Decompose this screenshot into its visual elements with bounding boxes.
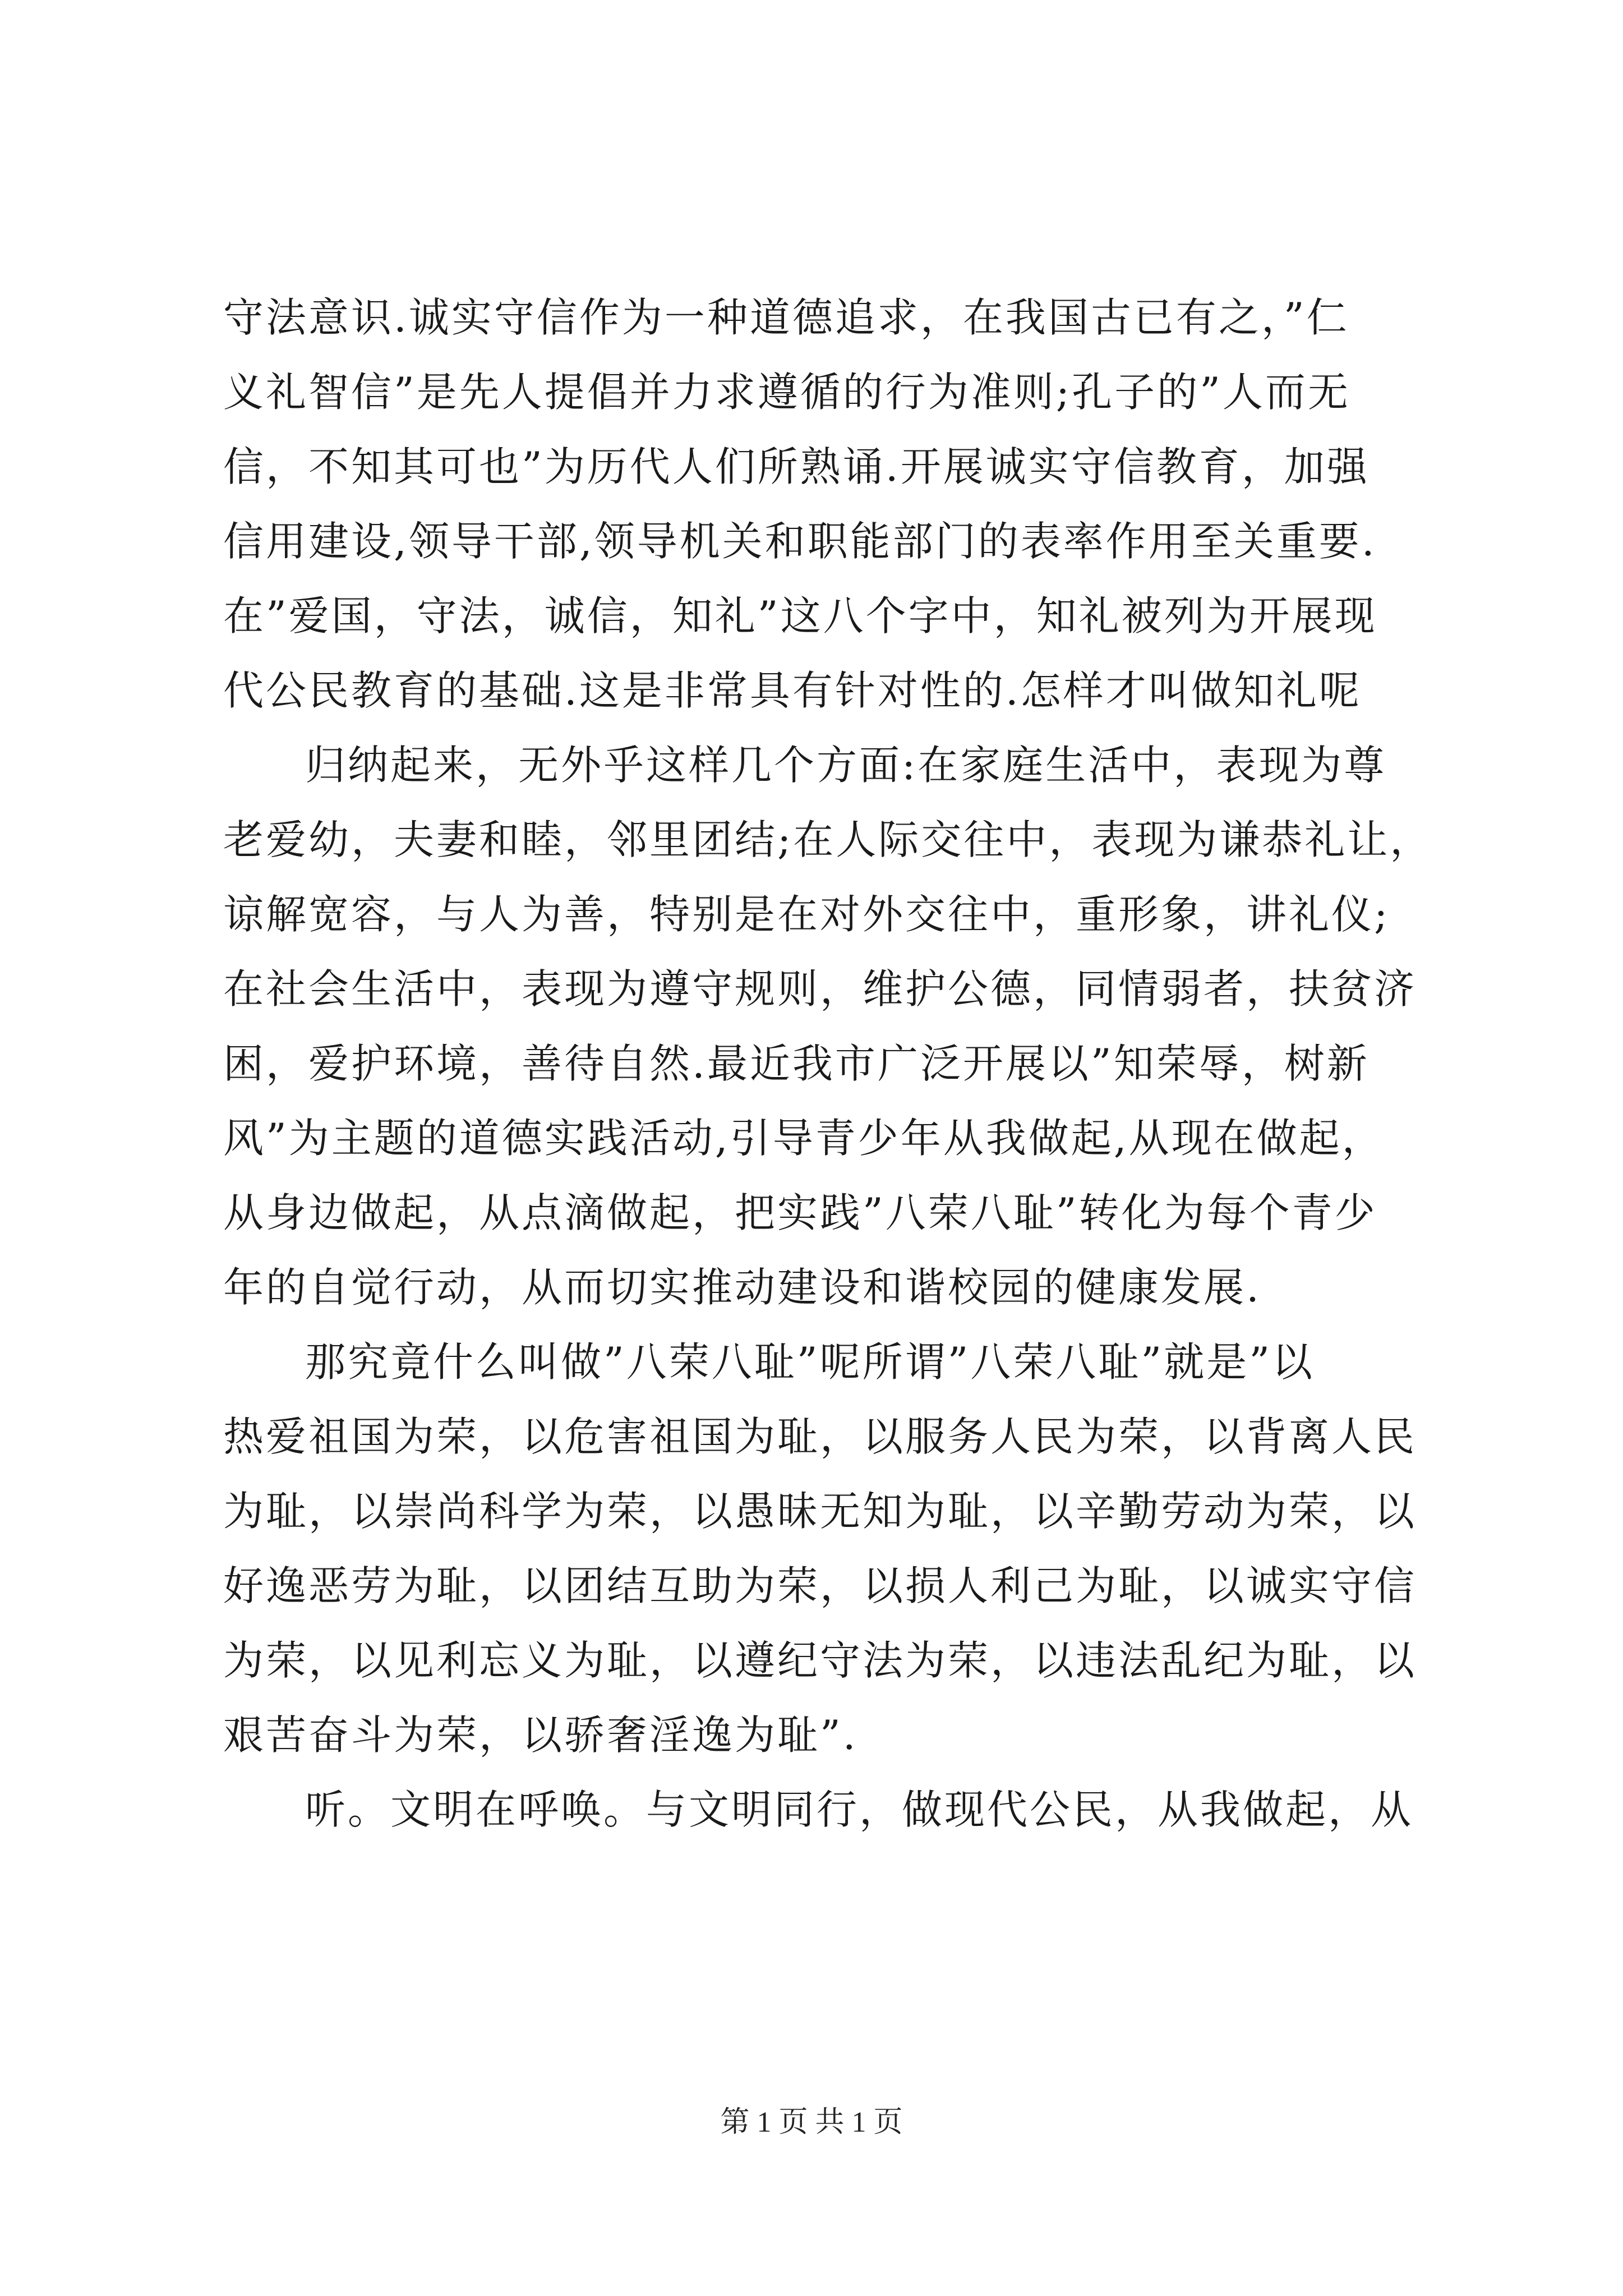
text-line: 义礼智信”是先人提倡并力求遵循的行为准则;孔子的”人而无 [223,369,1350,416]
paragraph-first-line: 归纳起来，无外乎这样几个方面:在家庭生活中，表现为尊 [305,742,1387,789]
text-line: 为耻，以崇尚科学为荣，以愚昧无知为耻，以辛勤劳动为荣，以 [223,1488,1417,1535]
text-line: 老爱幼，夫妻和睦，邻里团结;在人际交往中，表现为谦恭礼让， [223,816,1433,863]
text-line: 为荣，以见利忘义为耻，以遵纪守法为荣，以违法乱纪为耻，以 [223,1637,1417,1684]
text-line: 热爱祖国为荣，以危害祖国为耻，以服务人民为荣，以背离人民 [223,1413,1417,1460]
text-line: 艰苦奋斗为荣，以骄奢淫逸为耻”. [223,1711,858,1759]
paragraph-first-line: 听。文明在呼唤。与文明同行，做现代公民，从我做起，从 [305,1786,1414,1833]
text-line: 风”为主题的道德实践活动,引导青少年从我做起,从现在做起， [223,1115,1385,1162]
text-line: 困，爱护环境，善待自然.最近我市广泛开展以”知荣辱，树新 [223,1040,1370,1087]
text-line: 在社会生活中，表现为遵守规则，维护公德，同情弱者，扶贫济 [223,965,1417,1013]
text-line: 信用建设,领导干部,领导机关和职能部门的表率作用至关重要. [223,518,1377,565]
text-line: 好逸恶劳为耻，以团结互助为荣，以损人利己为耻，以诚实守信 [223,1562,1417,1609]
paragraph-first-line: 那究竟什么叫做”八荣八耻”呢所谓”八荣八耻”就是”以 [305,1338,1315,1386]
text-line: 代公民教育的基础.这是非常具有针对性的.怎样才叫做知礼呢 [223,667,1362,714]
text-line: 年的自觉行动，从而切实推动建设和谐校园的健康发展. [223,1264,1261,1311]
text-line: 信，不知其可也”为历代人们所熟诵.开展诚实守信教育，加强 [223,443,1370,490]
body-text [223,280,1433,1847]
text-line: 从身边做起，从点滴做起，把实践”八荣八耻”转化为每个青少 [223,1189,1377,1236]
text-line: 谅解宽容，与人为善，特别是在对外交往中，重形象，讲礼仪; [223,891,1390,938]
page-footer: 第 1 页 共 1 页 [720,2106,903,2138]
text-line: 守法意识.诚实守信作为一种道德追求，在我国古已有之，”仁 [223,294,1349,341]
text-line: 在”爱国，守法，诚信，知礼”这八个字中，知礼被列为开展现 [223,592,1377,639]
